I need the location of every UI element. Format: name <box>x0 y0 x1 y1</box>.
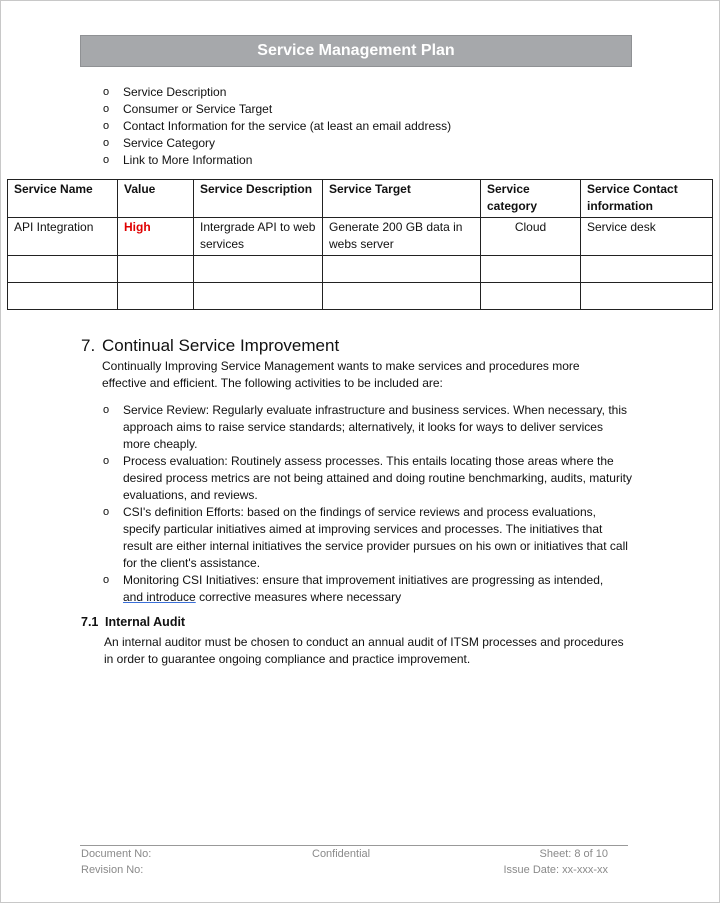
table-row-empty <box>8 283 713 310</box>
list-item: o CSI's definition Efforts: based on the findings of service reviews and process evaluations, specify particular initiatives aimed at improving services and processes. The initiatives that result are either internal initiatives the service provider pursues on his own or initiatives that call for the client's assistance. <box>103 505 628 570</box>
footer-rev-no: Revision No: <box>81 864 144 876</box>
list-item: o Service Category <box>103 136 216 150</box>
list-item: o Service Review: Regularly evaluate infrastructure and business services. When necessary, this approach aims to raise service standards; alternatively, it looks for ways to deliver services more cheaply. <box>103 403 627 451</box>
cell-service-category: Cloud <box>481 218 581 256</box>
service-table <box>7 179 713 310</box>
circle-bullet-icon: o <box>103 103 110 115</box>
subsection-number: 7.1 <box>81 615 99 629</box>
circle-bullet-icon: o <box>103 137 110 149</box>
list-item: o Process evaluation: Routinely assess processes. This entails locating those areas where the desired process metrics are not being attained and doing routine benchmarking, audits, maturity evaluations, and reviews. <box>103 454 632 502</box>
internal-audit-text: An internal auditor must be chosen to conduct an annual audit of ITSM processes and procedures in order to guarantee ongoing compliance and practice improvement. <box>104 635 624 666</box>
cell-service-description: Intergrade API to web services <box>194 218 323 256</box>
table-row <box>8 218 713 256</box>
circle-bullet-icon: o <box>103 404 110 416</box>
footer-confidential: Confidential <box>312 848 371 860</box>
section-title: Continual Service Improvement <box>102 336 340 355</box>
col-header-service-description: Service Description <box>194 180 323 218</box>
footer-sheet: Sheet: 8 of 10 <box>539 848 608 860</box>
table-header-row <box>8 180 713 218</box>
col-header-service-category: Service category <box>481 180 581 218</box>
cell-service-name: API Integration <box>8 218 118 256</box>
circle-bullet-icon: o <box>103 455 110 467</box>
footer-doc-no: Document No: <box>81 848 152 860</box>
section-7-heading <box>81 336 339 356</box>
header-title: Service Management Plan <box>257 42 455 59</box>
circle-bullet-icon: o <box>103 120 110 132</box>
spellcheck-underlined-text: and introduce <box>123 590 196 604</box>
section-number: 7. <box>81 336 96 355</box>
list-item: o Monitoring CSI Initiatives: ensure that improvement initiatives are progressing as intended, and introduce corrective measures where necessary <box>103 573 604 604</box>
col-header-service-name: Service Name <box>8 180 118 218</box>
footer-issue-date: Issue Date: xx-xxx-xx <box>503 864 608 876</box>
list-item: o Service Description <box>103 85 227 99</box>
list-item: o Consumer or Service Target <box>103 102 273 116</box>
section-7-intro: Continually Improving Service Management wants to make services and procedures more effective and efficient. The following activities to be included are: <box>102 359 580 390</box>
list-item: o Contact Information for the service (at least an email address) <box>103 119 452 133</box>
table-row-empty <box>8 256 713 283</box>
section-7-1-heading <box>81 615 185 629</box>
circle-bullet-icon: o <box>103 86 110 98</box>
circle-bullet-icon: o <box>103 506 110 518</box>
circle-bullet-icon: o <box>103 154 110 166</box>
cell-value <box>118 218 194 256</box>
footer-divider <box>80 845 628 846</box>
list-item: o Link to More Information <box>103 153 253 167</box>
service-info-list <box>103 84 451 169</box>
col-header-service-contact: Service Contact information <box>581 180 713 218</box>
improvement-activities-list <box>103 402 633 606</box>
col-header-service-target: Service Target <box>323 180 481 218</box>
col-header-value: Value <box>118 180 194 218</box>
circle-bullet-icon: o <box>103 574 110 586</box>
cell-service-contact: Service desk <box>581 218 713 256</box>
subsection-title: Internal Audit <box>105 615 186 629</box>
value-high-label: High <box>124 220 151 234</box>
cell-service-target: Generate 200 GB data in webs server <box>323 218 481 256</box>
document-header <box>80 35 632 67</box>
